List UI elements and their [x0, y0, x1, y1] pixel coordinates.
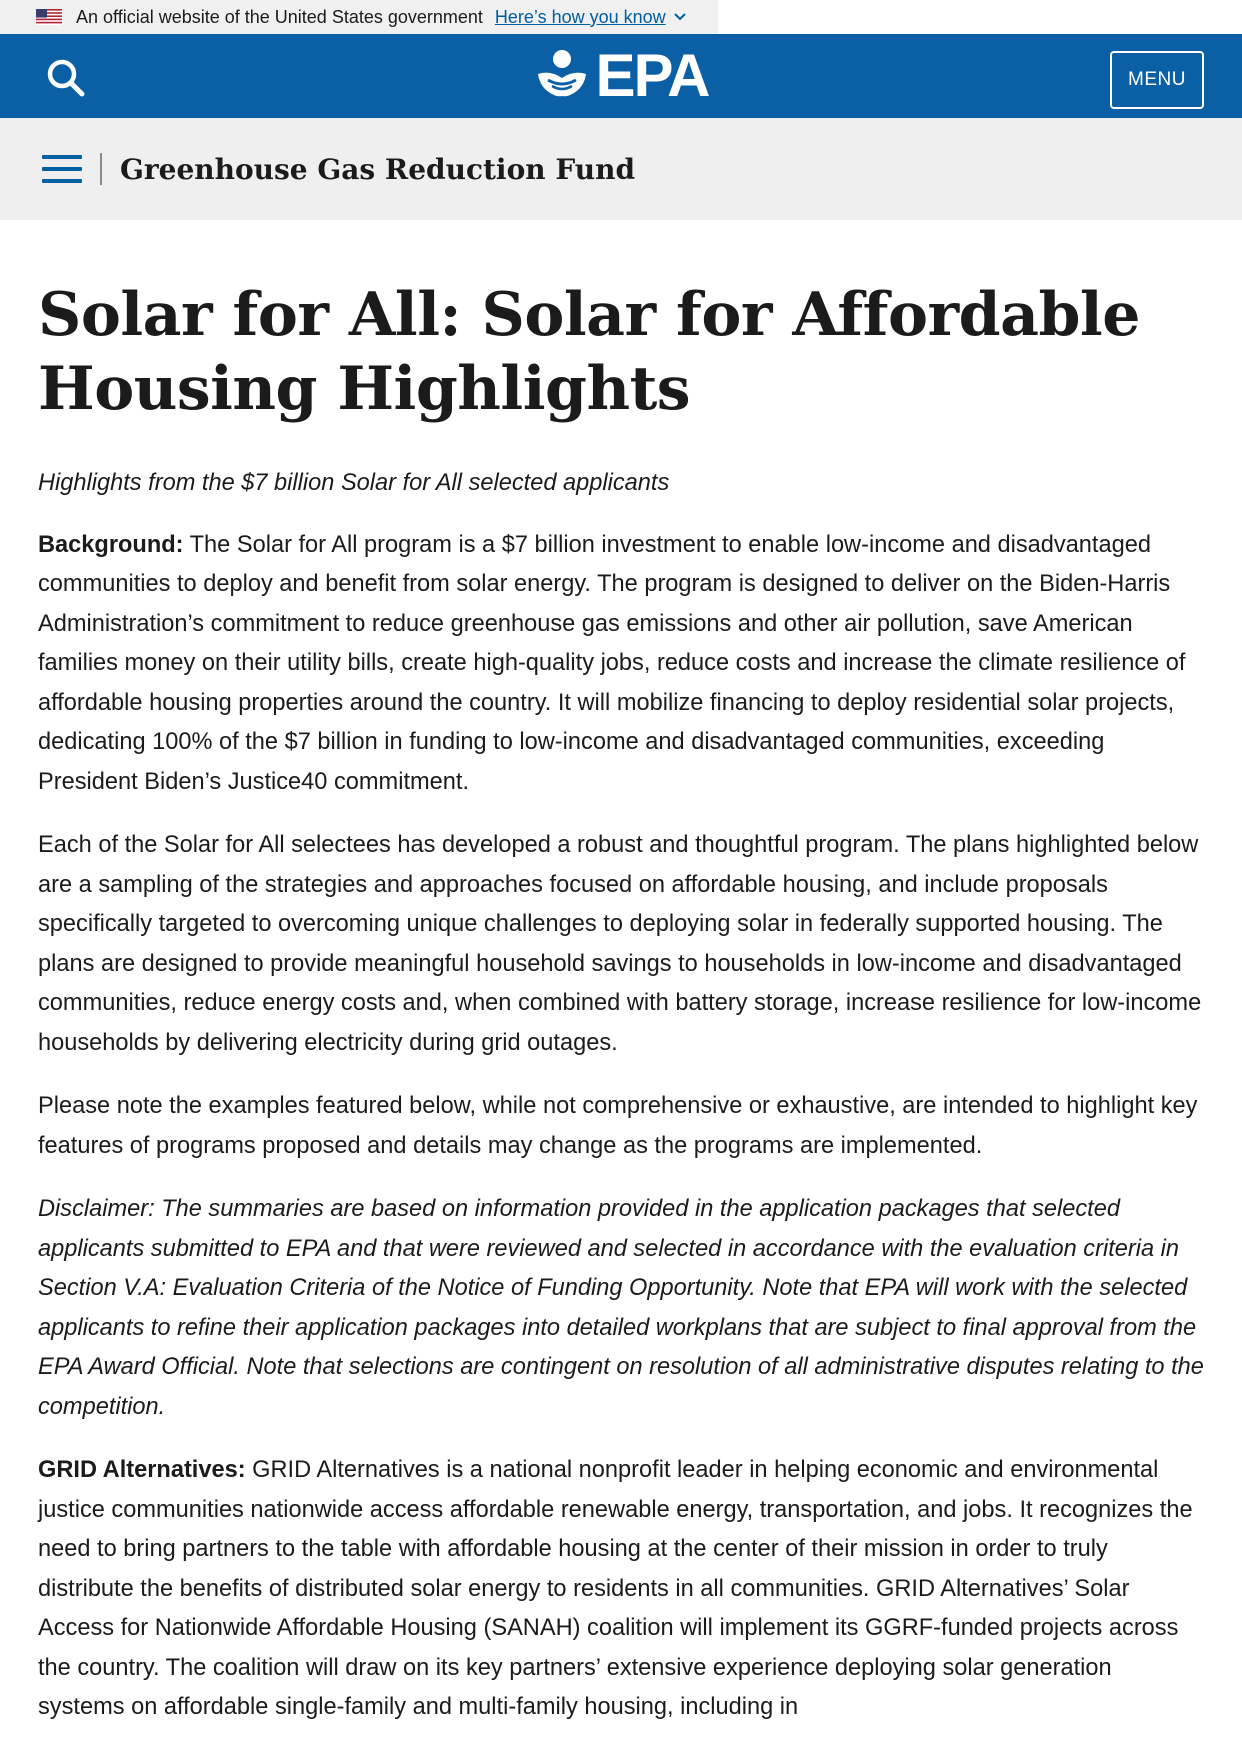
background-label: Background: — [38, 531, 184, 558]
section-nav — [0, 118, 1242, 220]
search-icon[interactable] — [44, 56, 88, 100]
how-you-know-label: Here’s how you know — [494, 6, 666, 27]
gov-banner — [0, 0, 718, 34]
menu-button[interactable]: MENU — [1110, 51, 1204, 109]
page-title: Solar for All: Solar for Affordable Housing Highlights — [38, 280, 1140, 424]
masthead — [0, 34, 1242, 118]
grid-alternatives-text: GRID Alternatives is a national nonprofit leader in helping economic and environmental justice communities nationwide access affordable renewable energy, transportation, and jobs. It recognizes the need to bring partners to the table with affordable housing at the center of their mission in order to truly distribute the benefits of distributed solar energy to residents in all communities. GRID Alternatives’ Solar Access for Nationwide Affordable Housing (SANAH) coalition will implement its GGRF-funded projects across the country. The coalition will draw on its key partners’ extensive experience deploying solar generation systems on affordable single-family and multi-family housing, including in — [38, 1457, 1193, 1720]
disclaimer-paragraph: Disclaimer: The summaries are based on information provided in the application packages that selected applicants submitted to EPA and that were reviewed and selected in accordance with the evaluation criteria in Section V.A: Evaluation Criteria of the Notice of Funding Opportunity. Note that EPA will work with the selected applicants to refine their application packages into detailed workplans that are subject to final approval from the EPA Award Official. Note that selections are contingent on resolution of all administrative disputes relating to the competition. — [38, 1196, 1204, 1420]
chevron-down-icon — [674, 13, 686, 21]
epa-logo[interactable] — [534, 42, 709, 109]
note-paragraph: Please note the examples featured below, while not comprehensive or exhaustive, are intended to highlight key features of programs proposed and details may change as the programs are implemented. — [38, 1093, 1198, 1159]
epa-flower-icon — [534, 48, 590, 104]
us-flag-icon — [36, 9, 62, 25]
nav-divider — [100, 153, 102, 185]
selectees-paragraph: Each of the Solar for All selectees has developed a robust and thoughtful program. The plans highlighted below are a sampling of the strategies and approaches focused on affordable housing, and include proposals specifically targeted to overcoming unique challenges to deploying solar in federally supported housing. The plans are designed to provide meaningful household savings to households in low-income and disadvantaged communities, reduce energy costs and, when combined with battery storage, increase resilience for low-income households by delivering electricity during grid outages. — [38, 832, 1202, 1056]
background-paragraph — [38, 526, 1204, 803]
main-content — [0, 220, 1242, 1728]
page-subtitle: Highlights from the $7 billion Solar for All selected applicants — [38, 470, 670, 496]
section-title[interactable]: Greenhouse Gas Reduction Fund — [120, 152, 636, 186]
hamburger-menu-icon[interactable] — [42, 155, 82, 183]
epa-logo-text: EPA — [595, 42, 709, 109]
how-you-know-link[interactable] — [495, 7, 686, 28]
grid-alternatives-paragraph — [38, 1451, 1204, 1728]
gov-banner-text: An official website of the United States government — [76, 6, 483, 27]
background-text: The Solar for All program is a $7 billion investment to enable low-income and disadvantaged communities to deploy and benefit from solar energy. The program is designed to deliver on the Biden-Harris Administration’s commitment to reduce greenhouse gas emissions and other air pollution, save American families money on their utility bills, create high-quality jobs, reduce costs and increase the climate resilience of affordable housing properties around the country. It will mobilize financing to deploy residential solar projects, dedicating 100% of the $7 billion in funding to low-income and disadvantaged communities, exceeding President Biden’s Justice40 commitment. — [38, 531, 1186, 795]
grid-alternatives-label: GRID Alternatives: — [38, 1457, 246, 1483]
